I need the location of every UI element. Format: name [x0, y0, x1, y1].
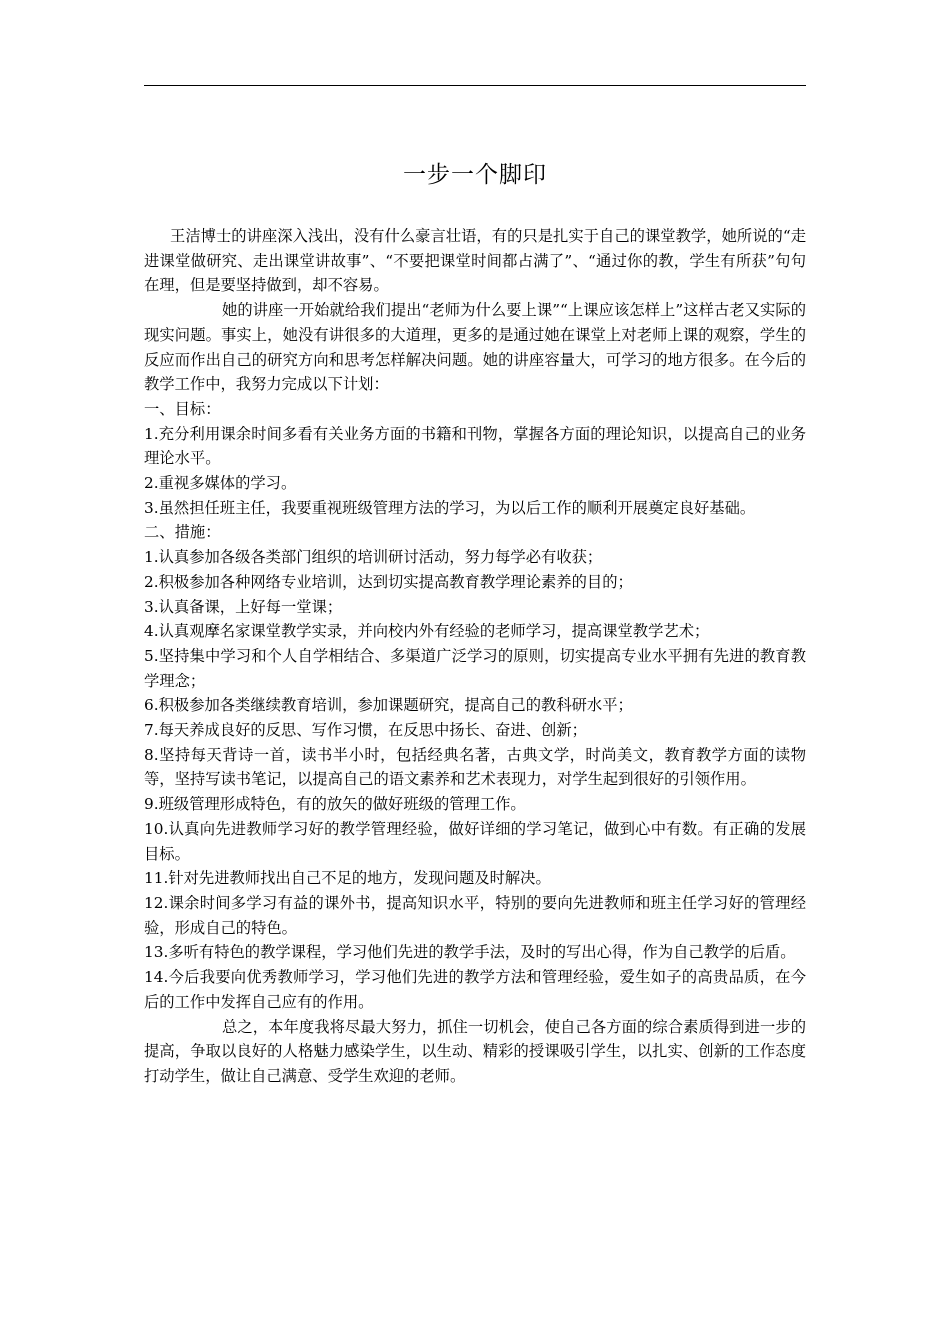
measure-item: 14.今后我要向优秀教师学习，学习他们先进的教学方法和管理经验，爱生如子的高贵品质，在今后的工作中发挥自己应有的作用。	[144, 968, 806, 1011]
measure-item: 10.认真向先进教师学习好的教学管理经验，做好详细的学习笔记，做到心中有数。有正确的发展目标。	[144, 819, 806, 863]
document-body	[144, 224, 806, 1089]
measure-item: 4.认真观摩名家课堂教学实录，并向校内外有经验的老师学习，提高课堂教学艺术；	[144, 622, 710, 641]
goal-item: 2.重视多媒体的学习。	[144, 474, 297, 493]
conclusion-paragraph: 总之，本年度我将尽最大努力，抓住一切机会，使自己各方面的综合素质得到进一步的提高，争取以良好的人格魅力感染学生，以生动、精彩的授课吸引学生，以扎实、创新的工作态度打动学生，做让自己满意、受学生欢迎的老师。	[144, 1017, 806, 1085]
measure-item: 1.认真参加各级各类部门组织的培训研讨活动，努力每学必有收获；	[144, 548, 603, 567]
goal-item: 1.充分利用课余时间多看有关业务方面的书籍和刊物，掌握各方面的理论知识，以提高自己的业务理论水平。	[144, 424, 806, 468]
section-heading-measures: 二、措施：	[144, 523, 221, 542]
goal-item: 3.虽然担任班主任，我要重视班级管理方法的学习，为以后工作的顺利开展奠定良好基础。	[144, 498, 756, 517]
document-title: 一步一个脚印	[403, 162, 547, 188]
measure-item: 13.多听有特色的教学课程，学习他们先进的教学手法，及时的写出心得，作为自己教学的后盾。	[144, 943, 796, 962]
lecture-paragraph: 她的讲座一开始就给我们提出“老师为什么要上课”“上课应该怎样上”这样古老又实际的现实问题。事实上，她没有讲很多的大道理，更多的是通过她在课堂上对老师上课的观察，学生的反应而作出自己的研究方向和思考怎样解决问题。她的讲座容量大，可学习的地方很多。在今后的教学工作中，我努力完成以下计划：	[144, 301, 806, 394]
measure-item: 8.坚持每天背诗一首，读书半小时，包括经典名著，古典文学，时尚美文，教育教学方面的读物等，坚持写读书笔记，以提高自己的语文素养和艺术表现力，对学生起到很好的引领作用。	[144, 745, 806, 789]
measure-item: 7.每天养成良好的反思、写作习惯，在反思中扬长、奋进、创新；	[144, 721, 587, 740]
measure-item: 12.课余时间多学习有益的课外书，提高知识水平，特别的要向先进教师和班主任学习好的管理经验，形成自己的特色。	[144, 893, 806, 937]
measure-item: 6.积极参加各类继续教育培训，参加课题研究，提高自己的教科研水平；	[144, 696, 633, 715]
measure-item: 2.积极参加各种网络专业培训，达到切实提高教育教学理论素养的目的；	[144, 572, 633, 591]
measure-item: 9.班级管理形成特色，有的放矢的做好班级的管理工作。	[144, 795, 526, 814]
measure-item: 3.认真备课，上好每一堂课；	[144, 597, 343, 616]
intro-paragraph: 王洁博士的讲座深入浅出，没有什么豪言壮语，有的只是扎实于自己的课堂教学，她所说的“走进课堂做研究、走出课堂讲故事”、“不要把课堂时间都占满了”、“通过你的教，学生有所获”句句在理，但是要坚持做到，却不容易。	[144, 227, 806, 295]
section-heading-goals: 一、目标：	[144, 399, 221, 418]
measure-item: 5.坚持集中学习和个人自学相结合、多渠道广泛学习的原则，切实提高专业水平拥有先进的教育教学理念；	[144, 646, 806, 690]
header-rule	[144, 85, 806, 86]
measure-item: 11.针对先进教师找出自己不足的地方，发现问题及时解决。	[144, 869, 551, 888]
